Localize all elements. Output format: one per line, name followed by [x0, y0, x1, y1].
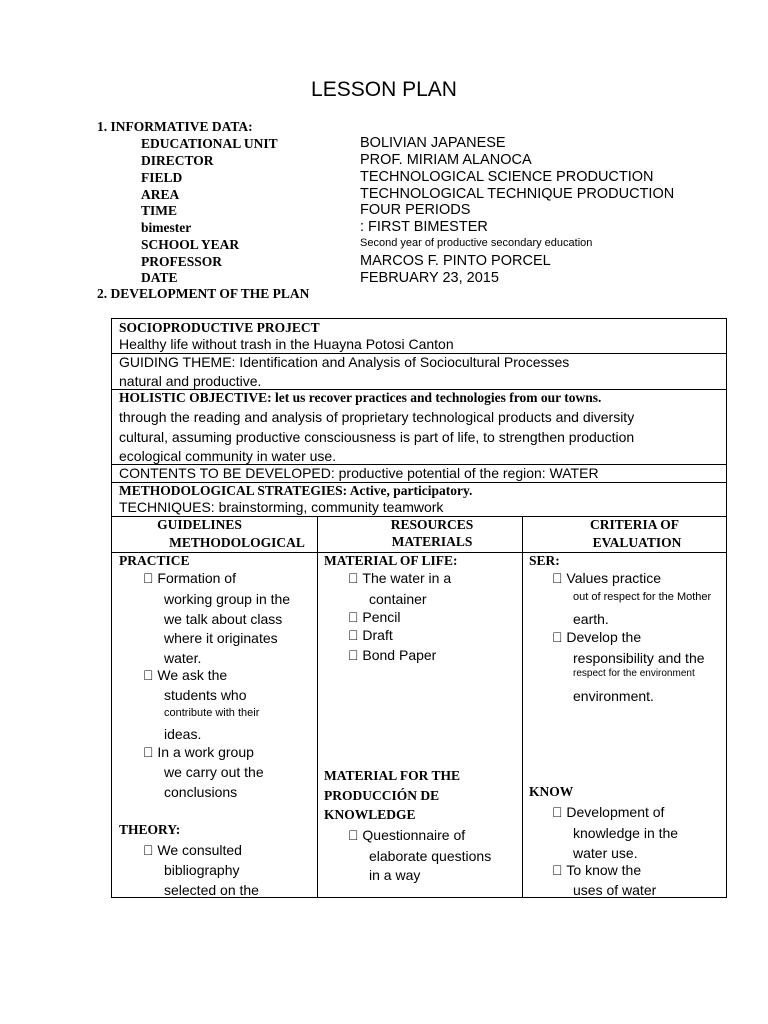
socioproductive-title: SOCIOPRODUCTIVE PROJECT [119, 320, 320, 335]
info-label-school-year: SCHOOL YEAR [141, 237, 240, 252]
material-production-heading-line-2: PRODUCCIÓN DE [324, 788, 440, 803]
table-column-divider [317, 516, 318, 897]
ser-item-2-line-1: Develop the [552, 629, 627, 645]
section-informative-data-heading: 1. INFORMATIVE DATA: [97, 119, 253, 134]
page-title: LESSON PLAN [311, 78, 457, 101]
questionnaire-line-1: Questionnaire of [348, 827, 451, 843]
ser-item-2-line-4: environment. [573, 688, 654, 704]
practice-item-2-line-2: students who [164, 687, 247, 703]
info-label-area: AREA [141, 187, 180, 202]
material-item-1-line-1: The water in a [348, 570, 437, 586]
info-label-time: TIME [141, 203, 178, 218]
questionnaire-line-3: in a way [369, 867, 421, 883]
lesson-plan-table [111, 318, 727, 898]
guiding-theme-line-1: GUIDING THEME: Identification and Analysis of Sociocultural Processes [119, 354, 570, 370]
header-resources-line-1: RESOURCES [390, 517, 474, 532]
info-value-field: TECHNOLOGICAL SCIENCE PRODUCTION [360, 169, 654, 185]
material-item-3: Draft [348, 627, 379, 643]
material-of-life-heading: MATERIAL OF LIFE: [324, 553, 458, 568]
info-value-date: FEBRUARY 23, 2015 [360, 270, 499, 286]
know-item-1-line-3: water use. [573, 845, 638, 861]
practice-item-3-line-3: conclusions [164, 784, 238, 800]
know-item-2-line-2: uses of water [573, 882, 657, 898]
header-guidelines-line-2: METHODOLOGICAL [169, 535, 305, 550]
socioproductive-text: Healthy life without trash in the Huayna Potosi Canton [119, 336, 454, 352]
ser-item-1-line-2: out of respect for the Mother [573, 591, 712, 603]
practice-item-3-line-1: In a work group [143, 744, 240, 760]
header-resources-line-2: MATERIALS [391, 534, 473, 549]
info-value-school-year: Second year of productive secondary education [360, 237, 593, 249]
header-guidelines-line-1: GUIDELINES [157, 517, 242, 532]
theory-heading: THEORY: [119, 822, 181, 837]
methodological-strategies-title: METHODOLOGICAL STRATEGIES: Active, participatory. [119, 483, 473, 498]
practice-item-1-line-1: Formation of [143, 570, 222, 586]
theory-item-1-line-2: bibliography [164, 862, 240, 878]
know-heading: KNOW [529, 784, 574, 799]
ser-item-2-line-3: respect for the environment [573, 668, 695, 679]
info-label-date: DATE [141, 270, 178, 285]
know-item-2-line-1: To know the [552, 862, 627, 878]
info-label-bimester: bimester [141, 220, 192, 235]
header-criteria-line-2: EVALUATION [592, 535, 682, 550]
holistic-objective-line-1: through the reading and analysis of proprietary technological products and diversity [119, 409, 635, 425]
practice-item-1-line-3: we talk about class [164, 611, 283, 627]
info-value-time: FOUR PERIODS [360, 202, 471, 218]
practice-item-2-line-4: ideas. [164, 726, 202, 742]
info-label-professor: PROFESSOR [141, 254, 223, 269]
info-label-director: DIRECTOR [141, 153, 214, 168]
info-value-area: TECHNOLOGICAL TECHNIQUE PRODUCTION [360, 186, 675, 202]
section-development-heading: 2. DEVELOPMENT OF THE PLAN [97, 286, 310, 301]
ser-item-1-line-3: earth. [573, 611, 609, 627]
practice-item-1-line-4: where it originates [164, 630, 278, 646]
material-item-4: Bond Paper [348, 647, 422, 663]
know-item-1-line-2: knowledge in the [573, 825, 679, 841]
questionnaire-line-2: elaborate questions [369, 848, 492, 864]
info-value-director: PROF. MIRIAM ALANOCA [360, 152, 532, 168]
material-production-heading-line-1: MATERIAL FOR THE [324, 768, 461, 783]
theory-item-1-line-3: selected on the [164, 882, 259, 898]
techniques-text: TECHNIQUES: brainstorming, community teamwork [119, 499, 444, 515]
contents-to-develop: CONTENTS TO BE DEVELOPED: productive potential of the region: WATER [119, 465, 599, 481]
info-value-educational-unit: BOLIVIAN JAPANESE [360, 135, 506, 151]
practice-item-2-line-1: We ask the [143, 667, 213, 683]
theory-item-1-line-1: We consulted [143, 842, 228, 858]
holistic-objective-title: HOLISTIC OBJECTIVE: let us recover practices and technologies from our towns. [119, 390, 602, 405]
info-label-educational-unit: EDUCATIONAL UNIT [141, 136, 278, 151]
know-item-1-line-1: Development of [552, 804, 651, 820]
ser-item-2-line-2: responsibility and the [573, 650, 705, 666]
practice-item-1-line-2: working group in the [164, 591, 291, 607]
info-value-bimester: : FIRST BIMESTER [360, 219, 488, 235]
material-item-2: Pencil [348, 609, 387, 625]
practice-item-2-line-3: contribute with their [164, 707, 260, 719]
info-label-field: FIELD [141, 170, 183, 185]
holistic-objective-line-2: cultural, assuming productive consciousness is part of life, to strengthen production [119, 429, 635, 445]
ser-heading: SER: [529, 553, 560, 568]
guiding-theme-line-2: natural and productive. [119, 373, 262, 389]
practice-item-1-line-5: water. [164, 650, 202, 666]
practice-heading: PRACTICE [119, 553, 190, 568]
header-criteria-line-1: CRITERIA OF [590, 517, 679, 532]
info-value-professor: MARCOS F. PINTO PORCEL [360, 253, 551, 269]
material-item-1-line-2: container [369, 591, 427, 607]
holistic-objective-line-3: ecological community in water use. [119, 448, 337, 464]
material-production-heading-line-3: KNOWLEDGE [324, 807, 416, 822]
table-column-divider [522, 516, 523, 897]
practice-item-3-line-2: we carry out the [164, 764, 264, 780]
ser-item-1-line-1: Values practice [552, 570, 647, 586]
